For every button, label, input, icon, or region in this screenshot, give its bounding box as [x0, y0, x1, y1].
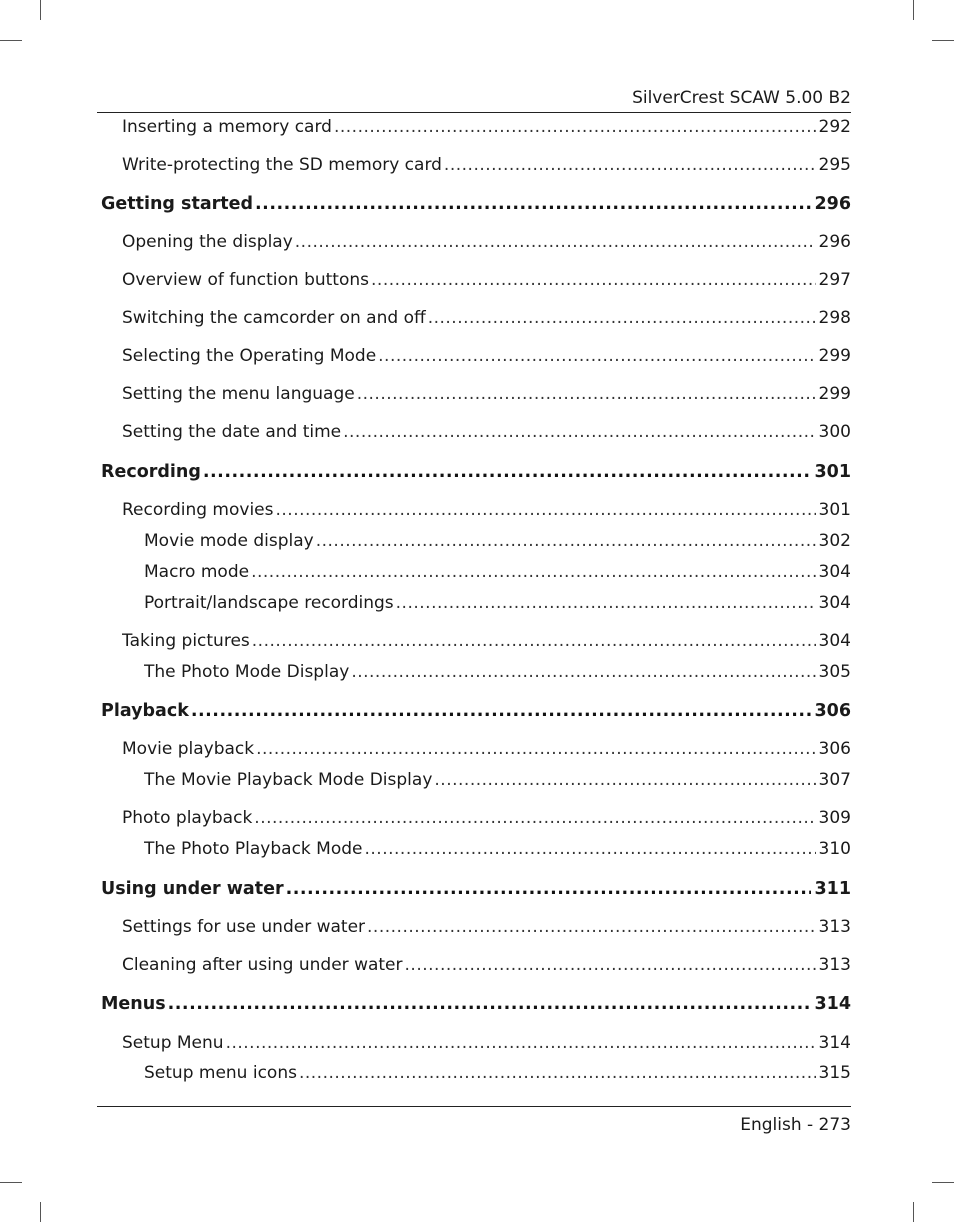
toc-entry[interactable] — [122, 631, 851, 655]
toc-entry-title: Inserting a memory card — [122, 117, 332, 137]
toc-leader-dots — [251, 562, 815, 582]
toc-leader-dots — [334, 117, 816, 137]
toc-entry-title: The Photo Playback Mode — [144, 839, 363, 859]
toc-entry[interactable] — [144, 770, 851, 794]
toc-entry-title: Portrait/landscape recordings — [144, 593, 394, 613]
toc-entry-title: Recording — [101, 462, 201, 482]
toc-entry-title: Photo playback — [122, 808, 253, 828]
toc-leader-dots — [351, 662, 815, 682]
toc-entry[interactable] — [122, 955, 851, 979]
toc-entry[interactable] — [144, 562, 851, 586]
toc-leader-dots — [254, 808, 815, 828]
toc-leader-dots — [286, 879, 812, 899]
toc-entry[interactable] — [144, 1063, 851, 1087]
toc-entry[interactable] — [122, 500, 851, 524]
toc-entry-page: 314 — [814, 994, 851, 1014]
toc-leader-dots — [316, 531, 816, 551]
toc-entry-page: 309 — [818, 808, 851, 828]
toc-entry-title: Movie mode display — [144, 531, 314, 551]
toc-entry[interactable] — [122, 232, 851, 256]
toc-section[interactable] — [101, 994, 851, 1018]
toc-leader-dots — [191, 701, 812, 721]
toc-entry-page: 306 — [814, 701, 851, 721]
toc-leader-dots — [444, 155, 816, 175]
page-footer — [97, 1106, 851, 1147]
toc-leader-dots — [226, 1033, 816, 1053]
toc-leader-dots — [365, 839, 816, 859]
toc-entry-page: 299 — [818, 346, 851, 366]
toc-entry[interactable] — [122, 808, 851, 832]
toc-entry-title: Playback — [101, 701, 189, 721]
toc-entry[interactable] — [122, 1033, 851, 1057]
toc-entry-title: Selecting the Operating Mode — [122, 346, 377, 366]
toc-entry-page: 313 — [818, 917, 851, 937]
toc-entry-page: 297 — [818, 270, 851, 290]
toc-entry[interactable] — [122, 346, 851, 370]
toc-entry-page: 295 — [818, 155, 851, 175]
toc-entry-title: Movie playback — [122, 739, 255, 759]
toc-entry[interactable] — [122, 308, 851, 332]
toc-leader-dots — [434, 770, 815, 790]
toc-entry-page: 302 — [818, 531, 851, 551]
toc-entry-title: Setting the menu language — [122, 384, 355, 404]
toc-leader-dots — [367, 917, 816, 937]
toc-entry-page: 296 — [814, 194, 851, 214]
toc-entry[interactable] — [122, 917, 851, 941]
toc-entry[interactable] — [144, 662, 851, 686]
toc-entry-title: Setup Menu — [122, 1033, 224, 1053]
toc-entry[interactable] — [144, 593, 851, 617]
toc-entry-title: Taking pictures — [122, 631, 250, 651]
toc-entry-page: 301 — [818, 500, 851, 520]
toc-leader-dots — [371, 270, 816, 290]
toc-entry-title: Recording movies — [122, 500, 274, 520]
toc-entry[interactable] — [122, 155, 851, 179]
toc-entry-page: 304 — [818, 593, 851, 613]
toc-leader-dots — [378, 346, 815, 366]
toc-entry[interactable] — [122, 117, 851, 141]
toc-entry[interactable] — [122, 739, 851, 763]
toc-section[interactable] — [101, 462, 851, 486]
toc-entry[interactable] — [122, 384, 851, 408]
toc-section[interactable] — [101, 701, 851, 725]
toc-entry-title: Cleaning after using under water — [122, 955, 403, 975]
toc-leader-dots — [405, 955, 816, 975]
toc-entry-title: The Photo Mode Display — [144, 662, 350, 682]
toc-entry-page: 314 — [818, 1033, 851, 1053]
toc-entry[interactable] — [144, 531, 851, 555]
toc-entry[interactable] — [144, 839, 851, 863]
toc-entry-page: 304 — [818, 631, 851, 651]
toc-entry-title: Setting the date and time — [122, 422, 342, 442]
toc-entry-title: Menus — [101, 994, 166, 1014]
toc-entry-title: Getting started — [101, 194, 254, 214]
toc-entry-page: 313 — [818, 955, 851, 975]
toc-entry-page: 300 — [818, 422, 851, 442]
toc-section[interactable] — [101, 194, 851, 218]
toc-entry-title: Opening the display — [122, 232, 293, 252]
toc-entry-page: 301 — [814, 462, 851, 482]
toc-entry-page: 296 — [818, 232, 851, 252]
header-title: SilverCrest SCAW 5.00 B2 — [632, 88, 851, 108]
toc-entry-title: Macro mode — [144, 562, 250, 582]
footer-page-label: English - 273 — [740, 1115, 851, 1135]
toc-entry-title: Settings for use under water — [122, 917, 366, 937]
toc-entry-page: 315 — [818, 1063, 851, 1083]
toc-leader-dots — [256, 739, 815, 759]
toc-leader-dots — [276, 500, 816, 520]
toc-entry-title: Write-protecting the SD memory card — [122, 155, 442, 175]
toc-entry-title: Switching the camcorder on and off — [122, 308, 426, 328]
toc-leader-dots — [252, 631, 816, 651]
toc-entry-title: Using under water — [101, 879, 284, 899]
toc-entry-page: 304 — [818, 562, 851, 582]
toc-entry-title: The Movie Playback Mode Display — [144, 770, 433, 790]
toc-entry-title: Setup menu icons — [144, 1063, 297, 1083]
toc-entry[interactable] — [122, 422, 851, 446]
toc-leader-dots — [343, 422, 815, 442]
toc-entry-page: 306 — [818, 739, 851, 759]
toc-entry-page: 311 — [814, 879, 851, 899]
toc-leader-dots — [299, 1063, 816, 1083]
toc-leader-dots — [428, 308, 816, 328]
toc-leader-dots — [203, 462, 812, 482]
toc-leader-dots — [255, 194, 811, 214]
toc-entry-page: 305 — [818, 662, 851, 682]
toc-entry-page: 298 — [818, 308, 851, 328]
toc-leader-dots — [168, 994, 812, 1014]
toc-leader-dots — [396, 593, 816, 613]
toc-entry-page: 299 — [818, 384, 851, 404]
toc-entry-page: 310 — [818, 839, 851, 859]
toc-entry[interactable] — [122, 270, 851, 294]
toc-entry-title: Overview of function buttons — [122, 270, 370, 290]
toc-section[interactable] — [101, 879, 851, 903]
toc-entry-page: 292 — [818, 117, 851, 137]
toc-entry-page: 307 — [818, 770, 851, 790]
toc-leader-dots — [295, 232, 816, 252]
toc-leader-dots — [357, 384, 816, 404]
